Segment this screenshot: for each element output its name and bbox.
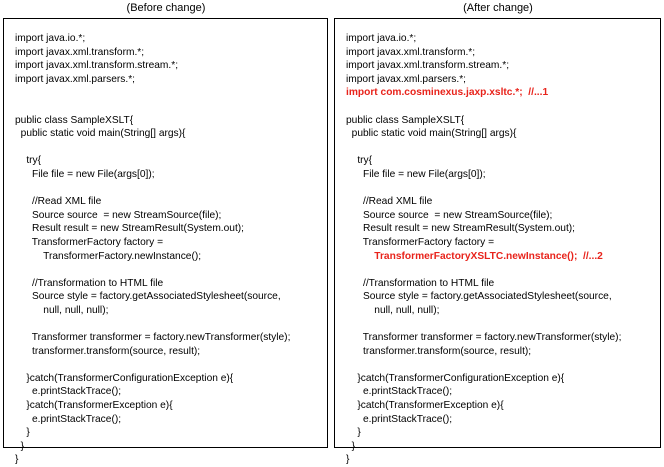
code-line	[15, 182, 323, 196]
code-line: try{	[15, 155, 42, 167]
code-line: }	[15, 427, 30, 439]
code-line	[346, 317, 656, 331]
code-line: Transformer transformer = factory.newTransformer(style);	[15, 332, 291, 344]
after-code-panel	[334, 18, 661, 466]
code-line: public class SampleXSLT{	[15, 114, 134, 126]
code-line	[346, 100, 656, 114]
code-line: TransformerFactory factory =	[15, 236, 164, 248]
code-line: //Read XML file	[15, 196, 102, 208]
code-line: e.printStackTrace();	[15, 386, 122, 398]
code-line: public static void main(String[] args){	[346, 128, 517, 140]
after-change-title: (After change)	[463, 2, 533, 14]
code-line: TransformerFactory.newInstance();	[15, 250, 202, 262]
code-line	[15, 263, 323, 277]
code-line: import javax.xml.transform.stream.*;	[15, 60, 179, 72]
code-line: public class SampleXSLT{	[346, 114, 465, 126]
code-line: TransformerFactory factory =	[346, 236, 495, 248]
code-line: Result result = new StreamResult(System.out);	[15, 223, 245, 235]
code-line: Transformer transformer = factory.newTransformer(style);	[346, 332, 622, 344]
code-line: Source source = new StreamSource(file);	[15, 209, 222, 221]
code-line: }catch(TransformerException e){	[15, 400, 173, 412]
code-line	[346, 182, 656, 196]
code-line: File file = new File(args[0]);	[15, 168, 155, 180]
code-line: File file = new File(args[0]);	[346, 168, 486, 180]
code-line: }	[15, 440, 25, 452]
code-line: try{	[346, 155, 373, 167]
code-line	[15, 317, 323, 331]
code-line: //Transformation to HTML file	[346, 277, 495, 289]
code-line: Source style = factory.getAssociatedStylesheet(source,	[346, 291, 612, 303]
code-line: transformer.transform(source, result);	[15, 345, 201, 357]
before-code-panel	[3, 18, 328, 466]
code-line	[346, 263, 656, 277]
code-line: e.printStackTrace();	[15, 413, 122, 425]
changed-code-line: TransformerFactoryXSLTC.newInstance(); //...2	[346, 250, 603, 262]
code-line: Source style = factory.getAssociatedStylesheet(source,	[15, 291, 281, 303]
code-line: //Transformation to HTML file	[15, 277, 164, 289]
code-line: null, null, null);	[346, 304, 440, 316]
code-line	[346, 141, 656, 155]
code-line	[15, 141, 323, 155]
code-line: public static void main(String[] args){	[15, 128, 186, 140]
code-line: import java.io.*;	[346, 33, 417, 44]
code-line: //Read XML file	[346, 196, 433, 208]
code-line: }	[346, 454, 350, 466]
code-line	[15, 358, 323, 372]
changed-code-line: import com.cosminexus.jaxp.xsltc.*; //...1	[346, 87, 549, 99]
code-line: import javax.xml.parsers.*;	[346, 73, 467, 85]
code-line: import javax.xml.parsers.*;	[15, 73, 136, 85]
code-line: transformer.transform(source, result);	[346, 345, 532, 357]
code-line: }	[15, 454, 19, 466]
code-line: }	[346, 427, 361, 439]
after-code-block	[346, 32, 656, 467]
code-line: Result result = new StreamResult(System.out);	[346, 223, 576, 235]
code-line: }catch(TransformerException e){	[346, 400, 504, 412]
code-line: e.printStackTrace();	[346, 386, 453, 398]
before-code-block	[15, 32, 323, 467]
code-line	[346, 358, 656, 372]
code-line	[15, 86, 323, 100]
code-line: e.printStackTrace();	[346, 413, 453, 425]
code-line	[15, 100, 323, 114]
code-line: import javax.xml.transform.stream.*;	[346, 60, 510, 72]
before-change-title: (Before change)	[126, 2, 206, 14]
code-line: import java.io.*;	[15, 33, 86, 44]
code-line: null, null, null);	[15, 304, 109, 316]
code-line: import javax.xml.transform.*;	[15, 46, 145, 58]
code-line: Source source = new StreamSource(file);	[346, 209, 553, 221]
code-line: }	[346, 440, 356, 452]
code-line: }catch(TransformerConfigurationException e){	[15, 372, 234, 384]
code-line: }catch(TransformerConfigurationException e){	[346, 372, 565, 384]
code-line: import javax.xml.transform.*;	[346, 46, 476, 58]
